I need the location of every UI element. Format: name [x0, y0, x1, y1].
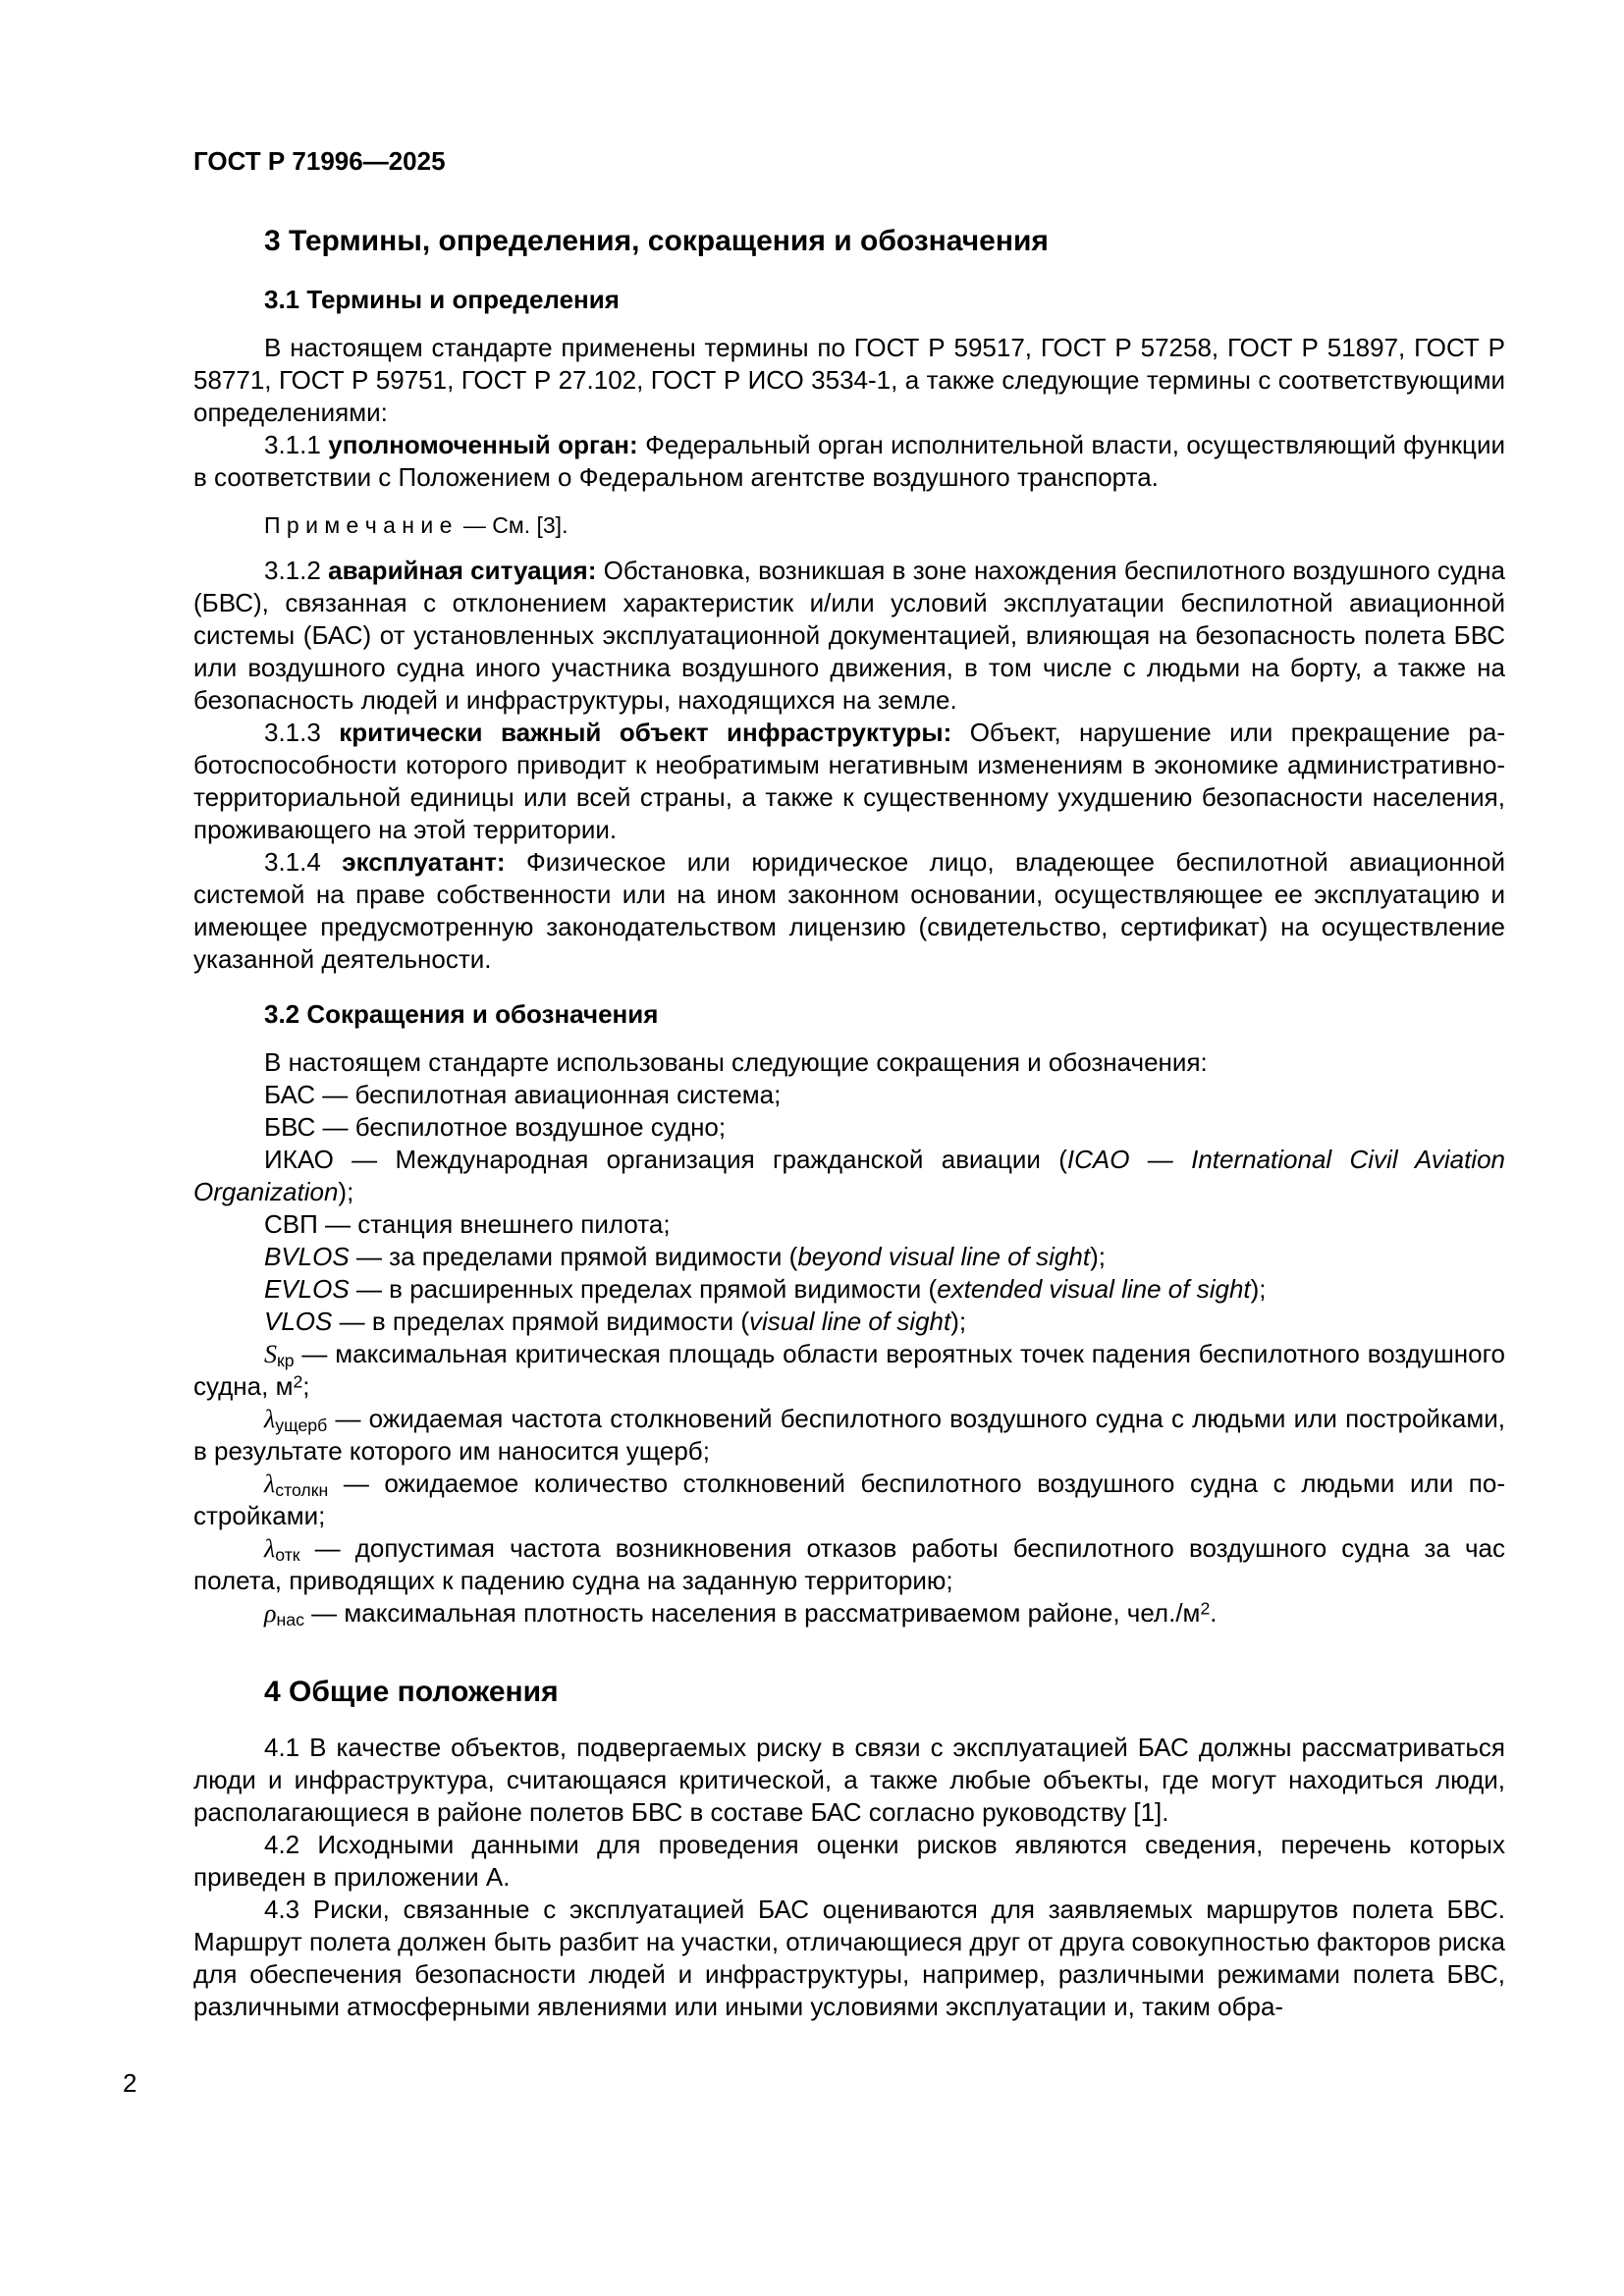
body-paragraph: СВП — станция внешнего пилота;	[264, 1209, 671, 1239]
body-paragraph: ИКАО — Международная организация гражданской авиации (ICAO — International Civil Aviation Organization);	[193, 1145, 1505, 1206]
section-heading: 3.1 Термины и определения	[264, 285, 620, 314]
body-paragraph: 4.3 Риски, связанные с эксплуатацией БАС оцениваются для заявляемых маршрутов полета БВС. Маршрут полета должен быть разбит на участки, отличающиеся друг от друга совокупностью факторов риска для обеспечения безопасности людей и инфраструктуры, например, различными режимами полета БВС, различными атмосферными явлениями или иными условиями эксплуатации и, таким обра-	[193, 1895, 1505, 2021]
body-paragraph: EVLOS — в расширенных пределах прямой видимости (extended visual line of sight);	[264, 1274, 1267, 1304]
note-paragraph: П р и м е ч а н и е — См. [3].	[264, 512, 568, 538]
chapter-heading: 4 Общие положения	[264, 1676, 559, 1708]
body-paragraph: $\lambda_{отк}$ — допустимая частота возникновения отказов работы беспилотного воздушного судна за час полета, приводящих к падению судна на заданную территорию;	[193, 1533, 1505, 1595]
page-number: 2	[123, 2068, 137, 2098]
body-paragraph: 3.1.3 критически важный объект инфраструктуры: Объект, нарушение или прекращение работоспособности которого приводит к необратимым негативным изменениям в экономике административно-территориальной единицы или всей страны, а также к существенному ухудшению безопасности населения, проживающего на этой территории.	[193, 718, 1505, 844]
body-paragraph: BVLOS — за пределами прямой видимости (beyond visual line of sight);	[264, 1242, 1106, 1271]
chapter-heading: 3 Термины, определения, сокращения и обозначения	[264, 225, 1049, 257]
running-header: ГОСТ Р 71996—2025	[193, 146, 446, 176]
body-paragraph: 3.1.2 аварийная ситуация: Обстановка, возникшая в зоне нахождения беспилотного воздушного судна (БВС), связанная с отклонением характеристик и/или условий эксплуатации беспилотной авиационной системы (БАС) от установленных эксплуатационной документацией, влияющая на безопасность полета БВС или воздушного судна иного участника воздушного движения, в том числе с людьми на борту, а также на безопасность людей и инфраструктуры, находящихся на земле.	[193, 556, 1505, 715]
body-paragraph: БВС — беспилотное воздушное судно;	[264, 1112, 727, 1142]
body-paragraph: В настоящем стандарте применены термины по ГОСТ Р 59517, ГОСТ Р 57258, ГОСТ Р 51897, ГОСТ Р 58771, ГОСТ Р 59751, ГОСТ Р 27.102, ГОСТ Р ИСО 3534-1, а также следующие термины с соответствующими определениями:	[193, 333, 1505, 427]
section-heading: 3.2 Сокращения и обозначения	[264, 999, 659, 1029]
body-paragraph: $\rho_{нас}$ — максимальная плотность населения в рассматриваемом районе, $чел./м^2$.	[264, 1598, 1218, 1629]
document-content	[193, 222, 1505, 2023]
body-paragraph: 3.1.4 эксплуатант: Физическое или юридическое лицо, владеющее беспилотной авиационной системой на праве собственности или на ином законном основании, осуществляющее ее эксплуатацию и имеющее предусмотренную законодательством лицензию (свидетельство, сертификат) на осуществление указанной деятельности.	[193, 847, 1505, 974]
body-paragraph: VLOS — в пределах прямой видимости (visual line of sight);	[264, 1307, 967, 1336]
body-paragraph: $S_{кр}$ — максимальная критическая площадь области вероятных точек падения беспилотного воздушного судна, $м^2$;	[193, 1339, 1505, 1401]
body-paragraph: 3.1.1 уполномоченный орган: Федеральный орган исполнительной власти, осуществляющий функции в соответствии с Положением о Федеральном агентстве воздушного транспорта.	[193, 430, 1505, 492]
body-paragraph: $\lambda_{столкн}$ — ожидаемое количество столкновений беспилотного воздушного судна с людьми или постройками;	[193, 1468, 1505, 1530]
body-paragraph: 4.2 Исходными данными для проведения оценки рисков являются сведения, перечень которых приведен в приложении А.	[193, 1830, 1505, 1892]
body-paragraph: В настоящем стандарте использованы следующие сокращения и обозначения:	[264, 1047, 1208, 1077]
body-paragraph: $\lambda_{ущерб}$ — ожидаемая частота столкновений беспилотного воздушного судна с людьми или постройками, в результате которого им наносится ущерб;	[193, 1404, 1505, 1466]
body-paragraph: 4.1 В качестве объектов, подвергаемых риску в связи с эксплуатацией БАС должны рассматриваться люди и инфраструктура, считающаяся критической, а также любые объекты, где могут находиться люди, располагающиеся в районе полетов БВС в составе БАС согласно руководству [1].	[193, 1733, 1505, 1827]
body-paragraph: БАС — беспилотная авиационная система;	[264, 1080, 782, 1109]
